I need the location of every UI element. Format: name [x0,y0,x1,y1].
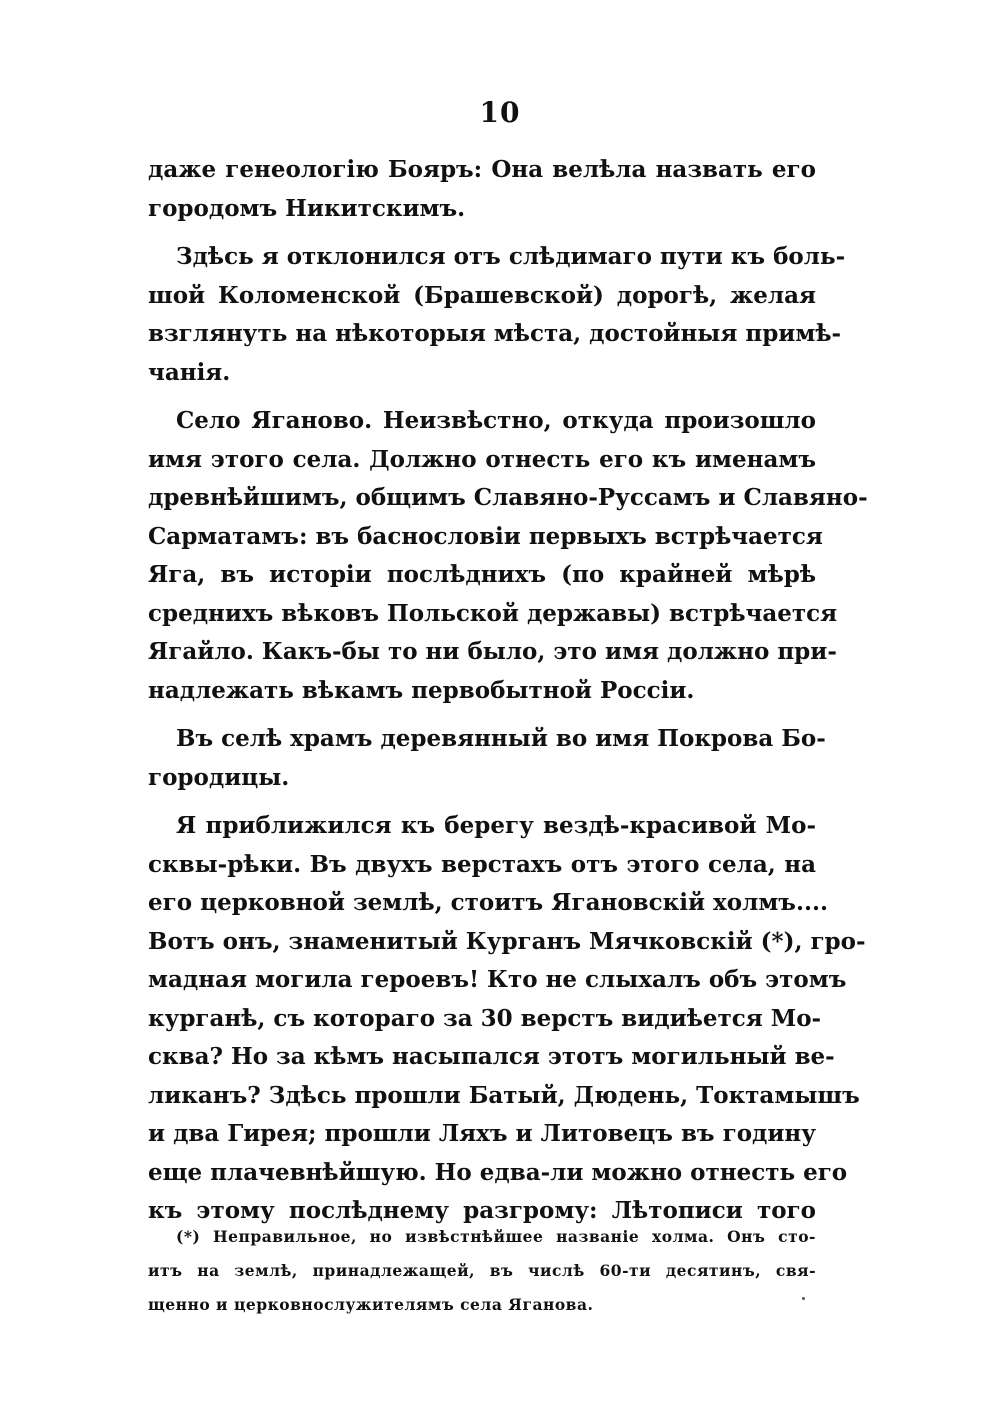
text-line: древнѣйшимъ, общимъ Славяно-Руссамъ и Славяно- [148,484,868,511]
text-line: еще плачевнѣйшую. Но едва-ли можно отнесть его [148,1158,848,1186]
paragraph-gap [148,797,816,807]
text-line: ликанъ? Здѣсь прошли Батый, Дюдень, Токтамышъ [148,1081,860,1109]
text-line: среднихъ вѣковъ Польской державы) встрѣчается [148,599,838,627]
paragraph-gap [148,228,816,238]
text-line: къ этому послѣднему разгрому: Лѣтописи того [148,1197,816,1224]
text-line: мадная могила героевъ! Кто не слыхалъ объ этомъ [148,966,847,993]
footnote-line: (*) Неправильное, но извѣстнѣйшее названіе холма. Онъ сто- [176,1227,816,1246]
text-line: шой Коломенской (Брашевской) дорогѣ, желая [148,281,816,309]
text-line: Село Яганово. Неизвѣстно, откуда произошло [176,407,816,434]
text-line: Вотъ онъ, знаменитый Курганъ Мячковскій (*), гро- [148,927,866,955]
page-number: 10 [479,96,521,129]
text-line: и два Гирея; прошли Ляхъ и Литовецъ въ годину [148,1120,816,1147]
paragraph-gap [148,392,816,402]
paragraph-gap [148,710,816,720]
body-text [148,151,868,1231]
text-line: курганѣ, съ котораго за 30 верстъ видиѣется Мо- [148,1004,822,1032]
text-line: даже генеологію Бояръ: Она велѣла назвать его [148,156,816,183]
text-line: надлежать вѣкамъ первобытной Россіи. [148,676,695,704]
print-speck [802,1297,805,1300]
text-line: сквы-рѣки. Въ двухъ верстахъ отъ этого села, на [148,850,816,878]
text-line: Ягайло. Какъ-бы то ни было, это имя должно при- [148,638,837,665]
text-line: Сарматамъ: въ баснословіи первыхъ встрѣчается [148,522,823,550]
text-line: Я приближился къ берегу вездѣ-красивой Мо- [176,812,816,839]
text-line: чанія. [148,358,231,386]
text-line: городомъ Никитскимъ. [148,194,466,222]
text-line: городицы. [148,763,290,791]
text-line: сква? Но за кѣмъ насыпался этотъ могильный ве- [148,1043,835,1070]
text-line: Въ селѣ храмъ деревянный во имя Покрова Бо- [176,725,826,752]
footnote-line: итъ на землѣ, принадлежащей, въ числѣ 60-ти десятинъ, свя- [148,1261,816,1280]
text-line: взглянуть на нѣкоторыя мѣста, достойныя примѣ- [148,320,842,347]
text-line: имя этого села. Должно отнесть его къ именамъ [148,445,816,473]
text-line: его церковной землѣ, стоитъ Ягановскій холмъ.... [148,889,828,916]
footnote [148,1220,816,1322]
footnote-line: щенно и церковнослужителямъ села Яганова. [148,1295,594,1314]
text-line: Здѣсь я отклонился отъ слѣдимаго пути къ боль- [176,243,846,270]
text-line: Яга, въ исторіи послѣднихъ (по крайней мѣрѣ [148,561,816,588]
